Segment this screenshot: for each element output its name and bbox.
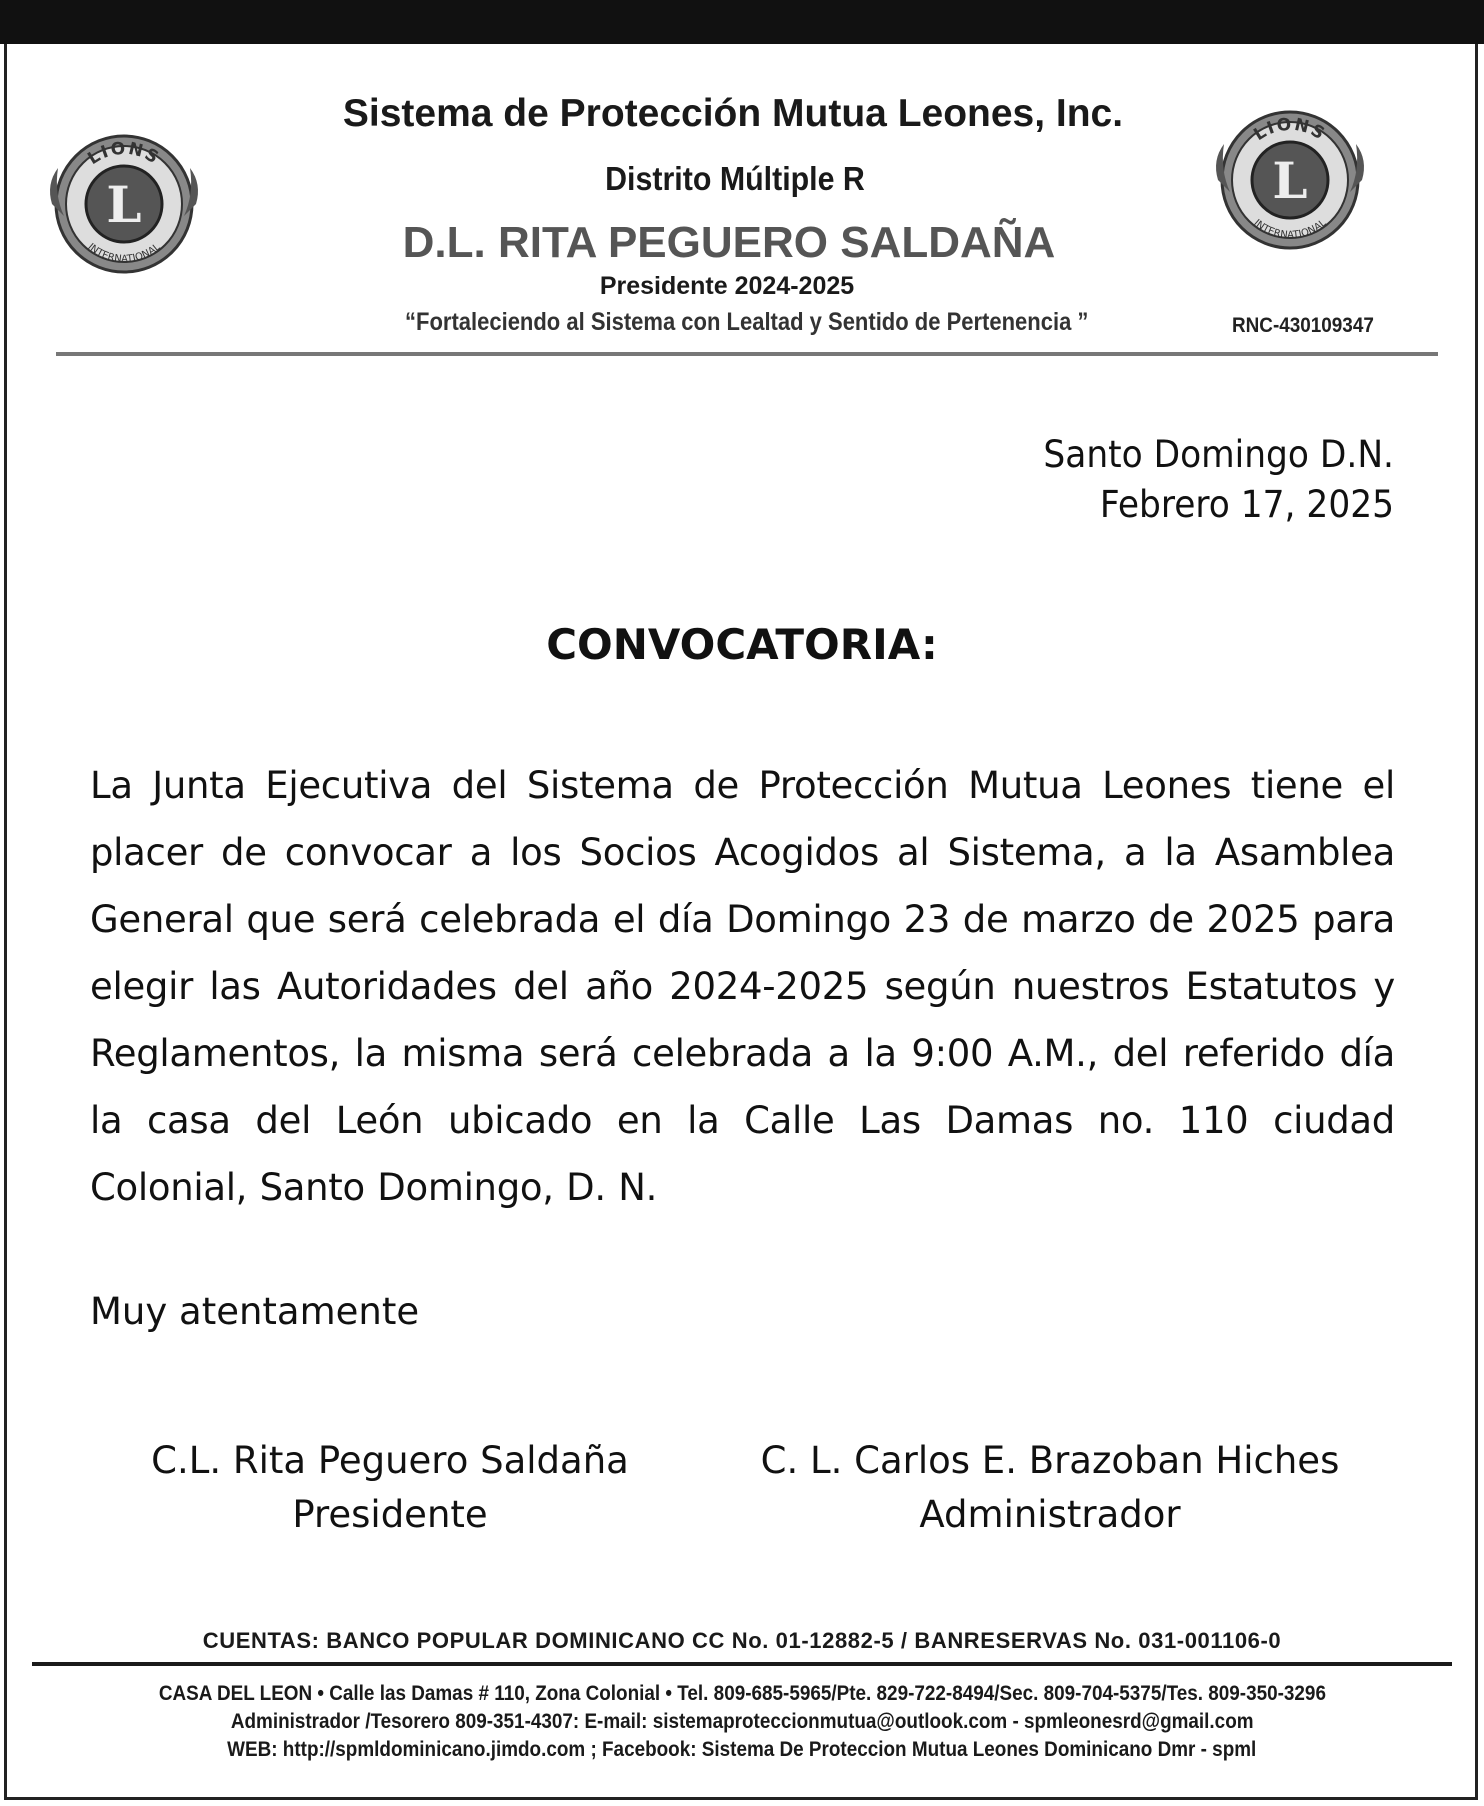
footer-address-text: CASA DEL LEON • Calle las Damas # 110, Zona Colonial • Tel. 809-685-5965/Pte. 829-722-8494/Sec. 809-704-5375/Tes. 809-350-3296 [158, 1682, 1326, 1705]
signature-block-president [130, 1434, 650, 1542]
motto: “Fortaleciendo al Sistema con Lealtad y Sentido de Pertenencia ” [405, 308, 1089, 336]
letter-body: La Junta Ejecutiva del Sistema de Protección Mutua Leones tiene el placer de convocar a los Socios Acogidos al Sistema, a la Asamblea General que será celebrada el día Domingo 23 de marzo de 2025 para elegir las Autoridades del año 2024-2025 según nuestros Estatutos y Reglamentos, la misma será celebrada a la 9:00 A.M., del referido día la casa del León ubicado en la Calle Las Damas no. 110 ciudad Colonial, Santo Domingo, D. N. [90, 764, 1395, 1209]
signatory-role: Administrador [919, 1493, 1181, 1536]
date: Febrero 17, 2025 [1099, 483, 1394, 526]
signatory-role: Presidente [292, 1493, 488, 1536]
president-term: Presidente 2024-2025 [599, 272, 855, 300]
logo-right-bottom-text: INTERNATIONAL [1251, 217, 1329, 242]
logo-left-letter: L [106, 175, 142, 234]
footer-contact-text: Administrador /Tesorero 809-351-4307: E-mail: sistemaproteccionmutua@outlook.com - spmleonesrd@gmail.com [230, 1710, 1254, 1733]
rnc-number: RNC-430109347 [1232, 314, 1374, 337]
footer-web-text: WEB: http://spmldominicano.jimdo.com ; Facebook: Sistema De Proteccion Mutua Leones Dominicano Dmr - spml [227, 1738, 1257, 1761]
organization-name: Sistema de Protección Mutua Leones, Inc. [342, 92, 1124, 135]
footer-web-line [0, 1738, 1484, 1762]
district-name: Distrito Múltiple R [605, 160, 865, 197]
logo-right-letter: L [1272, 151, 1308, 210]
signatory-name: C. L. Carlos E. Brazoban Hiches [760, 1439, 1340, 1482]
letter-title: CONVOCATORIA: [546, 620, 938, 669]
closing: Muy atentamente [90, 1290, 420, 1333]
signatory-name: C.L. Rita Peguero Saldaña [151, 1439, 629, 1482]
header-divider [56, 352, 1438, 356]
logo-left-top-text: LIONS [84, 138, 164, 170]
president-name: D.L. RITA PEGUERO SALDAÑA [402, 218, 1056, 267]
place-date-block [1017, 430, 1394, 530]
footer-divider [32, 1662, 1452, 1666]
footer-contact-line [0, 1710, 1484, 1734]
footer-address-line [0, 1682, 1484, 1706]
signature-block-administrator [760, 1434, 1340, 1542]
logo-left-bottom-text: INTERNATIONAL [85, 241, 163, 266]
logo-right-top-text: LIONS [1250, 114, 1330, 146]
place: Santo Domingo D.N. [1043, 433, 1394, 476]
top-black-bar [0, 0, 1484, 44]
bank-accounts: CUENTAS: BANCO POPULAR DOMINICANO CC No. 01-12882-5 / BANRESERVAS No. 031-001106-0 [202, 1628, 1282, 1653]
